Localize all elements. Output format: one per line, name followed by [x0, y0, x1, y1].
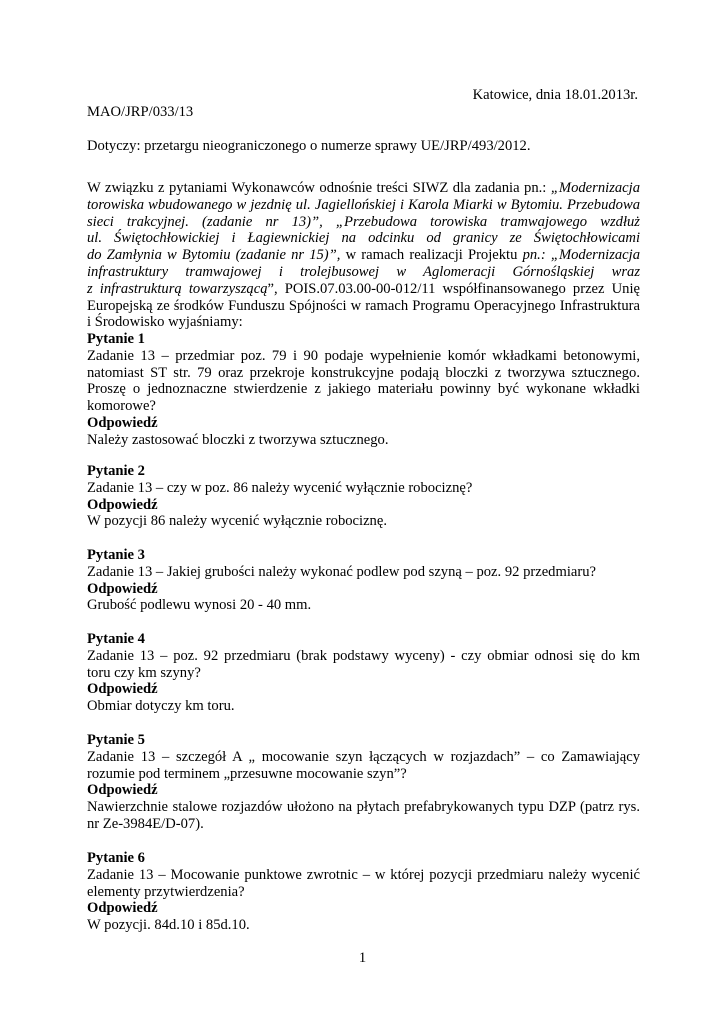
intro-italic: pn.: „Modernizacja	[522, 247, 641, 264]
question-line: elementy przytwierdzenia?	[87, 883, 245, 900]
intro-italic: „Modernizacja	[550, 180, 640, 196]
intro-line	[87, 180, 640, 197]
question-line: natomiast ST str. 79 oraz przekroje konstrukcyjne podają bloczki z tworzywa sztucznego.	[87, 364, 640, 381]
qa-item-3	[87, 547, 640, 614]
qa-item-4	[87, 631, 640, 715]
question-title: Pytanie 5	[87, 732, 145, 748]
intro-line: sieci trakcyjnej. (zadanie nr 13)”, „Przebudowa torowiska tramwajowego wzdłuż	[87, 213, 640, 230]
qa-item-6	[87, 850, 640, 934]
intro-line: ul. Świętochłowickiej i Łagiewnickiej na odcinku od granicy ze Świętochłowicami	[87, 230, 640, 247]
answer-line: W pozycji 86 należy wycenić wyłącznie robociznę.	[87, 513, 387, 530]
answer-line: Należy zastosować bloczki z tworzywa sztucznego.	[87, 431, 389, 448]
answer-line: Nawierzchnie stalowe rozjazdów ułożono na płytach prefabrykowanych typu DZP (patrz rys.	[87, 799, 640, 816]
answer-label: Odpowiedź	[87, 496, 158, 513]
date-line: Katowice, dnia 18.01.2013r.	[472, 87, 638, 103]
intro-italic: z infrastrukturą towarzyszącą	[87, 280, 268, 297]
question-line: rozumie pod terminem „przesuwne mocowanie szyn”?	[87, 765, 407, 782]
answer-line: Obmiar dotyczy km toru.	[87, 698, 235, 715]
question-title: Pytanie 4	[87, 631, 145, 647]
question-line: Zadanie 13 – szczegół A „ mocowanie szyn łączących w rozjazdach” – co Zamawiający	[87, 748, 640, 765]
question-line: Zadanie 13 – Jakiej grubości należy wykonać podlew pod szyną – poz. 92 przedmiaru?	[87, 563, 596, 580]
intro-line	[87, 247, 640, 264]
question-line: Zadanie 13 – przedmiar poz. 79 i 90 podaje wypełnienie komór wkładkami betonowymi,	[87, 347, 640, 364]
intro-line: i Środowisko wyjaśniamy:	[87, 314, 243, 331]
answer-line: Grubość podlewu wynosi 20 - 40 mm.	[87, 597, 312, 614]
intro-line: infrastruktury tramwajowej i trolejbusowej w Aglomeracji Górnośląskiej wraz	[87, 263, 640, 280]
question-title: Pytanie 1	[87, 331, 145, 347]
qa-item-2	[87, 463, 640, 530]
page-number: 1	[358, 950, 367, 966]
answer-line: W pozycji. 84d.10 i 85d.10.	[87, 917, 250, 934]
question-line: Zadanie 13 – Mocowanie punktowe zwrotnic – w której pozycji przedmiaru należy wycenić	[87, 866, 640, 883]
qa-item-1	[87, 331, 640, 449]
question-line: komorowe?	[87, 398, 156, 415]
intro-italic: do Zamłynia w Bytomiu (zadanie nr 15)”,	[87, 247, 341, 264]
answer-label: Odpowiedź	[87, 681, 158, 698]
question-title: Pytanie 2	[87, 463, 145, 479]
subject-line	[87, 138, 640, 155]
answer-label: Odpowiedź	[87, 580, 158, 597]
reference-text: MAO/JRP/033/13	[87, 104, 194, 120]
intro-text: ”, POIS.07.03.00-00-012/11 współfinansowanego przez Unię	[267, 280, 640, 297]
answer-label: Odpowiedź	[87, 900, 158, 917]
answer-line: nr Ze-3984E/D-07).	[87, 815, 204, 832]
question-line: Proszę o jednoznaczne stwierdzenie z jakiego materiału powinny być wykonane wkładki	[87, 381, 640, 398]
intro-line	[87, 281, 640, 298]
reference-number	[87, 104, 640, 121]
question-title: Pytanie 6	[87, 850, 145, 866]
intro-text: W związku z pytaniami Wykonawców odnośnie treści SIWZ dla zadania pn.:	[87, 180, 547, 196]
intro-text: w ramach realizacji Projektu	[345, 247, 518, 264]
answer-label: Odpowiedź	[87, 782, 158, 799]
question-title: Pytanie 3	[87, 547, 145, 563]
intro-line: torowiska wbudowanego w jezdnię ul. Jagiellońskiej i Karola Miarki w Bytomiu. Przebudowa	[87, 196, 640, 213]
answer-label: Odpowiedź	[87, 414, 158, 431]
intro-line: Europejską ze środków Funduszu Spójności w ramach Programu Operacyjnego Infrastruktura	[87, 297, 640, 314]
intro-paragraph	[87, 180, 640, 331]
question-line: Zadanie 13 – czy w poz. 86 należy wycenić wyłącznie robociznę?	[87, 479, 473, 496]
subject-text: Dotyczy: przetargu nieograniczonego o numerze sprawy UE/JRP/493/2012.	[87, 138, 531, 154]
question-line: Zadanie 13 – poz. 92 przedmiaru (brak podstawy wyceny) - czy obmiar odnosi się do km	[87, 647, 640, 664]
question-line: toru czy km szyny?	[87, 664, 201, 681]
qa-item-5	[87, 732, 640, 833]
